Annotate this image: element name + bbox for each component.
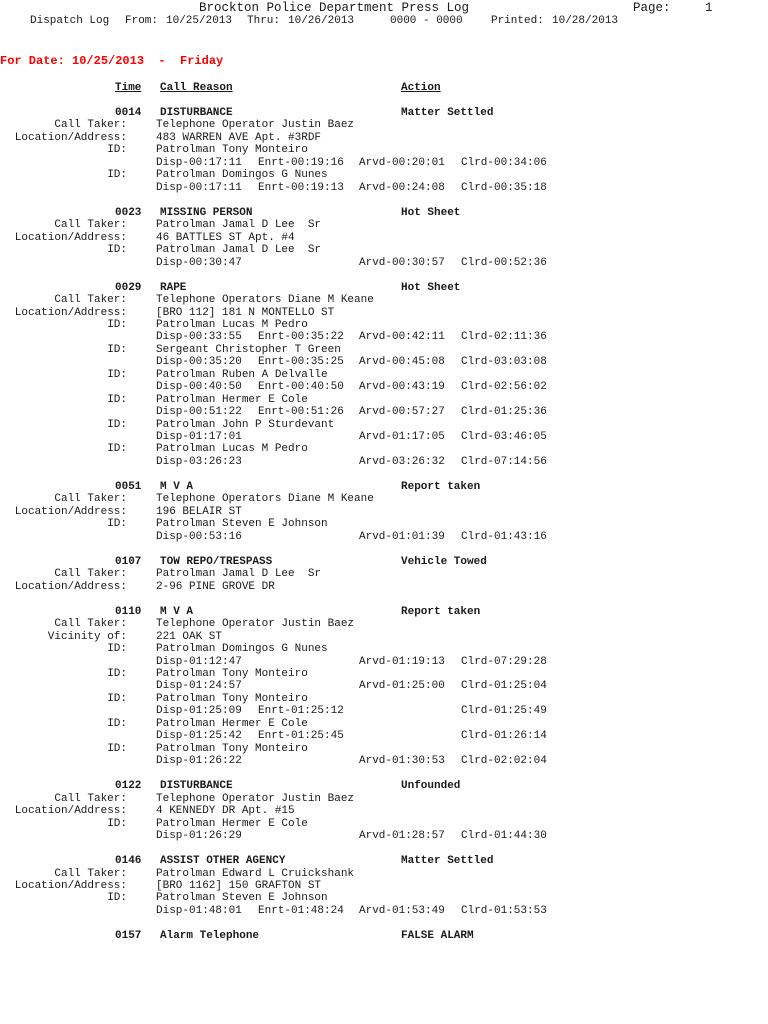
call-action: Hot Sheet — [401, 281, 461, 294]
enroute-time: Enrt-01:48:24 — [258, 904, 344, 917]
field-label: Location/Address: — [14, 231, 127, 244]
field-label: ID: — [107, 418, 127, 431]
arrived-time: Arvd-01:28:57 — [359, 830, 445, 842]
field-value: Patrolman Edward L Cruickshank — [156, 867, 355, 880]
field-value: Patrolman Jamal D Lee Sr — [156, 244, 322, 257]
field-value: Telephone Operators Diane M Keane — [156, 294, 374, 307]
call-reason: RAPE — [160, 281, 187, 294]
dispatch-time: Disp-01:26:29 — [156, 830, 242, 842]
field-label: ID: — [107, 244, 127, 257]
call-time: 0122 — [115, 780, 142, 793]
field-label: Location/Address: — [14, 505, 127, 518]
field-value: Patrolman Jamal D Lee Sr — [156, 568, 322, 581]
cleared-time: Clrd-02:56:02 — [461, 381, 547, 394]
enroute-time: Enrt-00:40:50 — [258, 381, 344, 394]
field-value: Patrolman Jamal D Lee Sr — [156, 219, 322, 232]
field-value: 2-96 PINE GROVE DR — [156, 580, 275, 593]
field-label: ID: — [107, 318, 127, 331]
call-time: 0110 — [115, 605, 142, 618]
call-action: FALSE ALARM — [401, 929, 474, 942]
field-value: Patrolman Domingos G Nunes — [156, 169, 328, 182]
dispatch-time: Disp-01:25:09 — [156, 705, 242, 718]
field-label: Call Taker: — [54, 119, 127, 132]
thru-label: Thru: — [247, 15, 281, 27]
field-label: Location/Address: — [14, 306, 127, 319]
dispatch-log-label: Dispatch Log — [30, 15, 110, 27]
dispatch-time: Disp-01:48:01 — [156, 904, 242, 917]
arrived-time: Arvd-03:26:32 — [359, 455, 445, 468]
call-reason: TOW REPO/TRESPASS — [160, 555, 273, 568]
field-label: ID: — [107, 169, 127, 182]
field-value: Telephone Operator Justin Baez — [156, 792, 355, 805]
field-value: Sergeant Christopher T Green — [156, 343, 341, 356]
cleared-time: Clrd-07:29:28 — [461, 655, 547, 668]
dispatch-time: Disp-01:25:42 — [156, 730, 242, 743]
enroute-time: Enrt-01:25:12 — [258, 705, 344, 718]
field-label: ID: — [107, 717, 127, 730]
for-date-heading: For Date: 10/25/2013 - Friday — [0, 54, 224, 68]
cleared-time: Clrd-00:35:18 — [461, 181, 547, 194]
call-time: 0146 — [115, 855, 142, 868]
field-value: Telephone Operator Justin Baez — [156, 119, 355, 132]
field-label: ID: — [107, 668, 127, 680]
field-label: ID: — [107, 443, 127, 456]
cleared-time: Clrd-03:03:08 — [461, 356, 547, 369]
call-time: 0107 — [115, 555, 142, 568]
field-label: Call Taker: — [54, 867, 127, 880]
call-reason: DISTURBANCE — [160, 780, 233, 793]
arrived-time: Arvd-00:45:08 — [359, 356, 445, 369]
cleared-time: Clrd-01:25:49 — [461, 705, 547, 718]
call-reason: Alarm Telephone — [160, 929, 260, 942]
arrived-time: Arvd-00:42:11 — [359, 331, 445, 344]
call-action: Report taken — [401, 480, 481, 493]
dispatch-time: Disp-01:17:01 — [156, 431, 242, 443]
field-value: Patrolman Hermer E Cole — [156, 717, 308, 730]
dispatch-time: Disp-01:26:22 — [156, 755, 242, 768]
dispatch-time: Disp-00:35:20 — [156, 356, 242, 369]
field-label: Call Taker: — [54, 792, 127, 805]
field-value: [BRO 1162] 150 GRAFTON ST — [156, 879, 322, 892]
field-label: ID: — [107, 892, 127, 905]
dispatch-time: Disp-00:30:47 — [156, 256, 242, 269]
column-header-time: Time — [115, 82, 142, 94]
field-value: Patrolman John P Sturdevant — [156, 418, 335, 431]
field-label: ID: — [107, 368, 127, 381]
arrived-time: Arvd-01:19:13 — [359, 655, 445, 668]
field-value: 221 OAK ST — [156, 630, 223, 643]
cleared-time: Clrd-01:25:36 — [461, 406, 547, 419]
arrived-time: Arvd-01:01:39 — [359, 530, 445, 543]
field-label: Location/Address: — [14, 879, 127, 892]
enroute-time: Enrt-00:35:25 — [258, 356, 344, 369]
arrived-time: Arvd-01:53:49 — [359, 904, 445, 917]
call-time: 0157 — [115, 929, 142, 942]
call-action: Matter Settled — [401, 107, 494, 119]
field-label: Call Taker: — [54, 294, 127, 307]
call-reason: M V A — [160, 605, 194, 618]
field-label: Vicinity of: — [47, 630, 127, 643]
dispatch-time: Disp-00:17:11 — [156, 181, 242, 194]
dispatch-time: Disp-01:24:57 — [156, 680, 242, 693]
field-value: 46 BATTLES ST Apt. #4 — [156, 231, 295, 244]
field-value: Patrolman Ruben A Delvalle — [156, 368, 328, 381]
field-value: Patrolman Tony Monteiro — [156, 144, 308, 157]
call-reason: M V A — [160, 480, 194, 493]
call-action: Matter Settled — [401, 855, 494, 868]
dispatch-time: Disp-00:40:50 — [156, 381, 242, 394]
call-action: Vehicle Towed — [401, 555, 487, 568]
field-value: Patrolman Lucas M Pedro — [156, 318, 308, 331]
cleared-time: Clrd-01:26:14 — [461, 730, 547, 743]
field-value: Patrolman Tony Monteiro — [156, 668, 308, 680]
field-value: [BRO 112] 181 N MONTELLO ST — [156, 306, 335, 319]
from-date: 10/25/2013 — [166, 15, 233, 27]
field-label: ID: — [107, 817, 127, 830]
call-time: 0014 — [115, 107, 142, 119]
field-label: ID: — [107, 643, 127, 656]
call-reason: MISSING PERSON — [160, 206, 253, 219]
thru-date: 10/26/2013 — [288, 15, 355, 27]
arrived-time: Arvd-00:43:19 — [359, 381, 445, 394]
call-reason: DISTURBANCE — [160, 107, 233, 119]
cleared-time: Clrd-02:11:36 — [461, 331, 547, 344]
field-value: 4 KENNEDY DR Apt. #15 — [156, 805, 295, 818]
field-value: Patrolman Steven E Johnson — [156, 518, 328, 531]
cleared-time: Clrd-02:02:04 — [461, 755, 547, 768]
arrived-time: Arvd-00:20:01 — [359, 156, 445, 169]
column-header-call-reason: Call Reason — [160, 82, 233, 94]
dispatch-time: Disp-00:53:16 — [156, 530, 242, 543]
time-range: 0000 - 0000 — [390, 15, 463, 27]
field-label: ID: — [107, 692, 127, 705]
dispatch-time: Disp-00:51:22 — [156, 406, 242, 419]
cleared-time: Clrd-00:34:06 — [461, 156, 547, 169]
call-action: Report taken — [401, 605, 481, 618]
field-label: Call Taker: — [54, 219, 127, 232]
cleared-time: Clrd-03:46:05 — [461, 431, 547, 443]
enroute-time: Enrt-01:25:45 — [258, 730, 344, 743]
field-value: Patrolman Tony Monteiro — [156, 692, 308, 705]
field-value: Patrolman Lucas M Pedro — [156, 443, 308, 456]
arrived-time: Arvd-00:24:08 — [359, 181, 445, 194]
call-action: Hot Sheet — [401, 206, 461, 219]
arrived-time: Arvd-00:30:57 — [359, 256, 445, 269]
field-value: Patrolman Hermer E Cole — [156, 393, 308, 406]
printed-date: 10/28/2013 — [552, 15, 619, 27]
page-number: 1 — [705, 1, 713, 15]
field-value: Patrolman Hermer E Cole — [156, 817, 308, 830]
cleared-time: Clrd-00:52:36 — [461, 256, 547, 269]
arrived-time: Arvd-01:30:53 — [359, 755, 445, 768]
field-label: Call Taker: — [54, 493, 127, 506]
from-label: From: — [125, 15, 159, 27]
arrived-time: Arvd-01:25:00 — [359, 680, 445, 693]
arrived-time: Arvd-01:17:05 — [359, 431, 445, 443]
cleared-time: Clrd-01:44:30 — [461, 830, 547, 842]
dispatch-time: Disp-00:33:55 — [156, 331, 242, 344]
field-label: Location/Address: — [14, 131, 127, 144]
dispatch-time: Disp-03:26:23 — [156, 455, 242, 468]
call-time: 0023 — [115, 206, 142, 219]
field-value: 483 WARREN AVE Apt. #3RDF — [156, 131, 322, 144]
cleared-time: Clrd-01:53:53 — [461, 904, 547, 917]
field-label: ID: — [107, 393, 127, 406]
field-label: ID: — [107, 518, 127, 531]
enroute-time: Enrt-00:19:13 — [258, 181, 344, 194]
dispatch-time: Disp-00:17:11 — [156, 156, 242, 169]
cleared-time: Clrd-01:43:16 — [461, 530, 547, 543]
field-value: Patrolman Steven E Johnson — [156, 892, 328, 905]
field-value: Patrolman Domingos G Nunes — [156, 643, 328, 656]
field-label: ID: — [107, 742, 127, 755]
dispatch-time: Disp-01:12:47 — [156, 655, 242, 668]
field-value: Telephone Operators Diane M Keane — [156, 493, 374, 506]
field-label: Location/Address: — [14, 805, 127, 818]
enroute-time: Enrt-00:35:22 — [258, 331, 344, 344]
report-title: Brockton Police Department Press Log — [199, 1, 470, 15]
column-header-action: Action — [401, 82, 441, 94]
field-label: Location/Address: — [14, 580, 127, 593]
call-time: 0029 — [115, 281, 142, 294]
cleared-time: Clrd-07:14:56 — [461, 455, 547, 468]
field-value: 196 BELAIR ST — [156, 505, 242, 518]
printed-label: Printed: — [491, 15, 544, 27]
field-label: Call Taker: — [54, 568, 127, 581]
field-label: Call Taker: — [54, 618, 127, 631]
arrived-time: Arvd-00:57:27 — [359, 406, 445, 419]
call-action: Unfounded — [401, 780, 461, 793]
field-value: Telephone Operator Justin Baez — [156, 618, 355, 631]
enroute-time: Enrt-00:19:16 — [258, 156, 344, 169]
page-label: Page: — [633, 1, 671, 15]
field-label: ID: — [107, 144, 127, 157]
field-label: ID: — [107, 343, 127, 356]
call-time: 0051 — [115, 480, 142, 493]
call-reason: ASSIST OTHER AGENCY — [160, 855, 286, 868]
cleared-time: Clrd-01:25:04 — [461, 680, 547, 693]
enroute-time: Enrt-00:51:26 — [258, 406, 344, 419]
field-value: Patrolman Tony Monteiro — [156, 742, 308, 755]
